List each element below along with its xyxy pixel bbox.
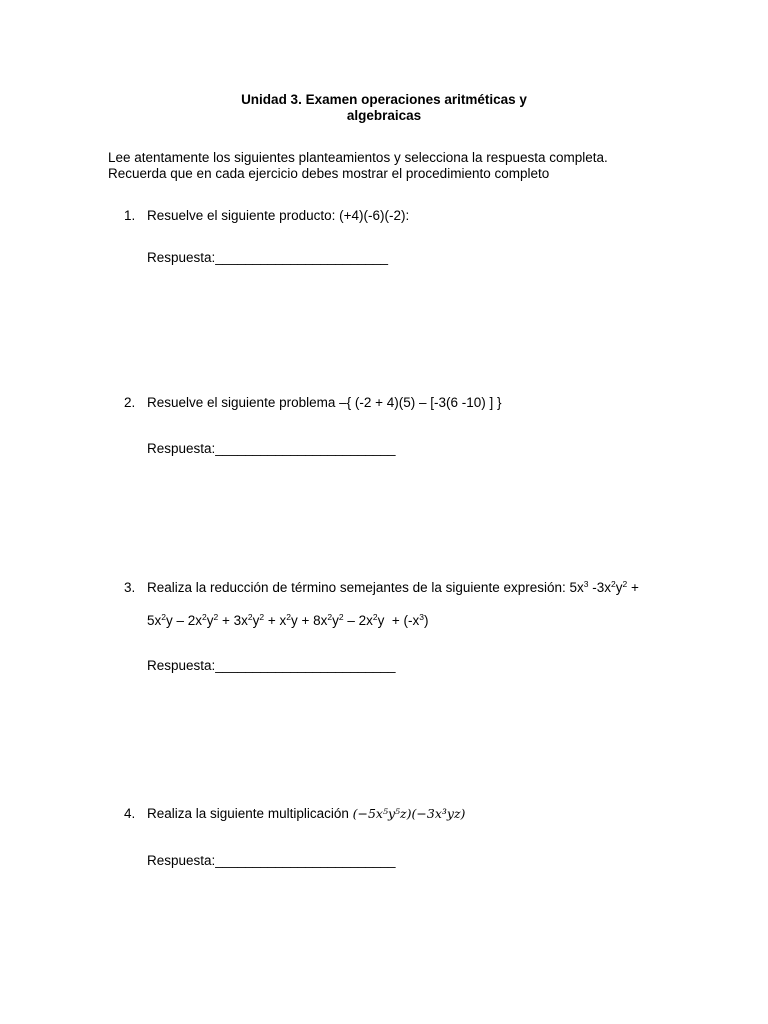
question-4-text-prefix: Realiza la siguiente multiplicación [147, 806, 349, 821]
instructions-line-2: Recuerda que en cada ejercicio debes mostrar el procedimiento completo [108, 166, 550, 181]
question-3-expression: $5x^2y - 2x^2y^2 + 3x^2y^2 + x^2y + 8x^2y^2 - 2x^2y + (-x^3)$ [147, 612, 429, 628]
math-expression: (−5x⁵y⁵z)(−3x³yz) [352, 806, 466, 821]
expression-part-1: $5x^3$ $-3x^2y^2$ + [569, 579, 639, 595]
answer-label: Respuesta: [147, 658, 216, 673]
question-1-number: 1. [124, 208, 136, 223]
answer-blank-line[interactable]: ________________________ [215, 658, 396, 673]
question-3-number: 3. [124, 580, 136, 595]
answer-blank-line[interactable]: ________________________ [215, 441, 396, 456]
answer-label: Respuesta: [147, 853, 216, 868]
answer-label: Respuesta: [147, 441, 216, 456]
question-2-answer [147, 441, 396, 457]
question-4-text [147, 806, 465, 822]
answer-label: Respuesta: [147, 250, 216, 265]
question-2-text: Resuelve el siguiente problema –{ (-2 + 4)(5) – [-3(6 -10) ] } [147, 395, 502, 410]
answer-blank-line[interactable]: _______________________ [215, 250, 388, 265]
question-1-answer [147, 250, 388, 266]
question-4-answer [147, 853, 396, 869]
question-2-number: 2. [124, 395, 136, 410]
instructions-line-1: Lee atentamente los siguientes planteamientos y selecciona la respuesta completa. [108, 150, 608, 165]
document-title-line-1: Unidad 3. Examen operaciones aritméticas y [241, 92, 527, 107]
question-3-text [147, 580, 639, 596]
document-title-line-2: algebraicas [346, 108, 422, 123]
question-3-text-prefix: Realiza la reducción de término semejantes de la siguiente expresión: [147, 580, 566, 595]
answer-blank-line[interactable]: ________________________ [215, 853, 396, 868]
question-4-number: 4. [124, 806, 136, 821]
question-1-text: Resuelve el siguiente producto: (+4)(-6)(-2): [147, 208, 410, 223]
question-3-answer [147, 658, 396, 674]
